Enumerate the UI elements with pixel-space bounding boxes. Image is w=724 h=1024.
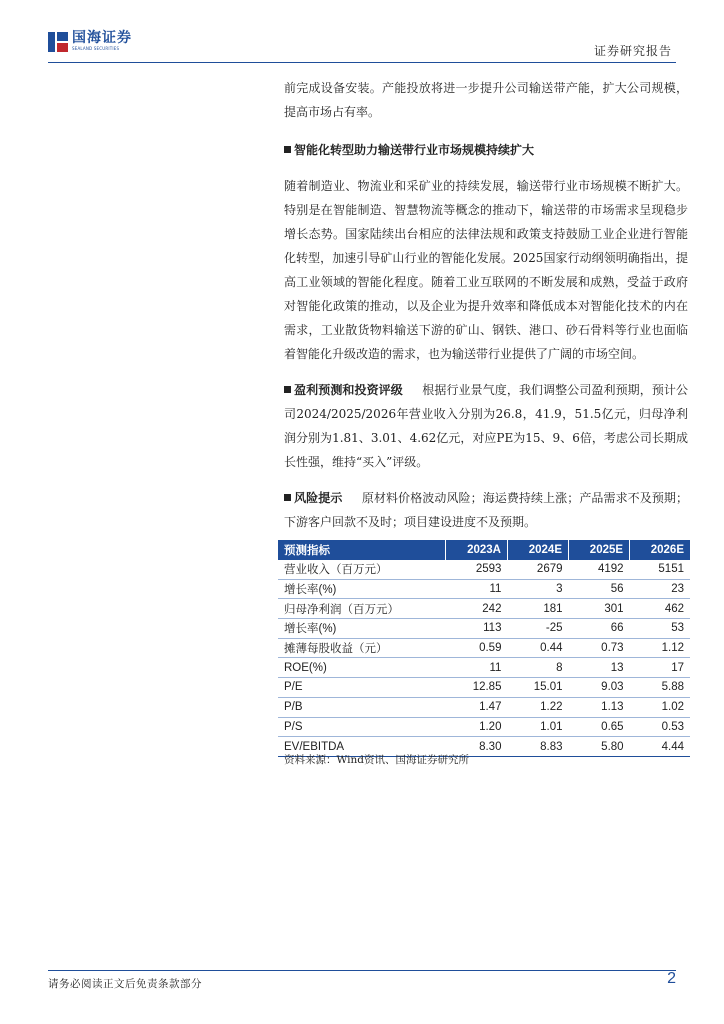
- table-cell: 181: [507, 599, 568, 619]
- main-content: [284, 76, 688, 534]
- table-cell: 3: [507, 579, 568, 599]
- paragraph-capacity: 前完成设备安装。产能投放将进一步提升公司输送带产能，扩大公司规模，提高市场占有率。: [284, 81, 688, 119]
- table-cell: 8.83: [507, 737, 568, 757]
- table-cell: 1.47: [446, 697, 508, 717]
- table-header-cell: 2026E: [630, 540, 690, 560]
- table-cell: 1.13: [569, 697, 630, 717]
- table-cell: P/B: [278, 697, 446, 717]
- footer-divider: [48, 970, 676, 971]
- table-cell: 23: [630, 579, 690, 599]
- table-cell: P/E: [278, 678, 446, 698]
- table-header-cell: 2024E: [507, 540, 568, 560]
- table-cell: 5151: [630, 560, 690, 579]
- header-divider: [48, 62, 676, 63]
- table-cell: 462: [630, 599, 690, 619]
- logo-name-en: SEALAND SECURITIES: [72, 46, 120, 51]
- table-cell: 113: [446, 619, 508, 639]
- bullet-square-icon: [284, 386, 291, 393]
- table-cell: 归母净利润（百万元）: [278, 599, 446, 619]
- table-cell: 1.22: [507, 697, 568, 717]
- paragraph-forecast: [284, 378, 688, 474]
- table-cell: 15.01: [507, 678, 568, 698]
- table-cell: 4.44: [630, 737, 690, 757]
- forecast-table: [278, 540, 690, 757]
- table-cell: 5.80: [569, 737, 630, 757]
- page-header: [48, 30, 676, 62]
- table-header-cell: 2025E: [569, 540, 630, 560]
- page-number: 2: [667, 970, 676, 987]
- table-row: [278, 697, 690, 717]
- table-cell: 8.30: [446, 737, 508, 757]
- table-row: [278, 638, 690, 658]
- company-logo: [48, 30, 132, 52]
- section-heading-forecast: 盈利预测和投资评级: [294, 383, 403, 397]
- logo-mark-icon: [48, 32, 68, 52]
- table-cell: 2679: [507, 560, 568, 579]
- table-cell: 0.65: [569, 717, 630, 737]
- table-cell: 摊薄每股收益（元）: [278, 638, 446, 658]
- table-cell: 66: [569, 619, 630, 639]
- section-heading-intelligence: 智能化转型助力输送带行业市场规模持续扩大: [284, 138, 688, 162]
- table-header-row: [278, 540, 690, 560]
- paragraph-market: 随着制造业、物流业和采矿业的持续发展，输送带行业市场规模不断扩大。特别是在智能制造、智慧物流等概念的推动下，输送带的市场需求呈现稳步增长态势。国家陆续出台相应的法律法规和政策支持鼓励工业企业进行智能化转型，加速引导矿山行业的智能化发展。2025国家行动纲领明确指出，提高工业领域的智能化程度。随着工业互联网的不断发展和成熟，受益于政府对智能化政策的推动，以及企业为提升效率和降低成本对智能化技术的内在需求，工业散货物料输送下游的矿山、钢铁、港口、砂石骨料等行业也面临着智能化升级改造的需求，也为输送带行业提供了广阔的市场空间。: [284, 179, 688, 361]
- table-row: [278, 599, 690, 619]
- risk-text: 原材料价格波动风险；海运费持续上涨；产品需求不及预期；下游客户回款不及时；项目建设进度不及预期。: [284, 491, 688, 529]
- table-cell: 0.59: [446, 638, 508, 658]
- paragraph-risk: [284, 486, 688, 534]
- table-cell: 53: [630, 619, 690, 639]
- table-source-note: 资料来源：Wind资讯、国海证券研究所: [284, 754, 469, 766]
- table-cell: ROE(%): [278, 658, 446, 678]
- footer-disclaimer: 请务必阅读正文后免责条款部分: [48, 978, 202, 990]
- table-cell: 1.12: [630, 638, 690, 658]
- table-cell: 2593: [446, 560, 508, 579]
- table-row: [278, 717, 690, 737]
- section-heading-risk: 风险提示: [294, 491, 343, 505]
- logo-name-cn: 国海证券: [72, 30, 132, 46]
- table-cell: 11: [446, 579, 508, 599]
- table-cell: 0.73: [569, 638, 630, 658]
- table-cell: 56: [569, 579, 630, 599]
- table-header-cell: 2023A: [446, 540, 508, 560]
- table-cell: EV/EBITDA: [278, 737, 446, 757]
- table-cell: 1.20: [446, 717, 508, 737]
- table-cell: 8: [507, 658, 568, 678]
- table-cell: 9.03: [569, 678, 630, 698]
- table-cell: 1.02: [630, 697, 690, 717]
- table-cell: 17: [630, 658, 690, 678]
- table-row: [278, 678, 690, 698]
- table-cell: 301: [569, 599, 630, 619]
- table-cell: 营业收入（百万元）: [278, 560, 446, 579]
- bullet-square-icon: [284, 146, 291, 153]
- table-cell: 12.85: [446, 678, 508, 698]
- table-cell: 5.88: [630, 678, 690, 698]
- table-cell: 13: [569, 658, 630, 678]
- bullet-square-icon: [284, 494, 291, 501]
- table-row: [278, 658, 690, 678]
- table-header-cell: 预测指标: [278, 540, 446, 560]
- forecast-text: 根据行业景气度，我们调整公司盈利预期，预计公司2024/2025/2026年营业收入分别为26.8，41.9，51.5亿元，归母净利润分别为1.81、3.01、4.62亿元，对应PE为15、9、6倍，考虑公司长期成长性强，维持“买入”评级。: [284, 383, 688, 469]
- table-cell: 增长率(%): [278, 619, 446, 639]
- table-cell: P/S: [278, 717, 446, 737]
- table-cell: 11: [446, 658, 508, 678]
- table-row: [278, 619, 690, 639]
- table-cell: 4192: [569, 560, 630, 579]
- table-cell: -25: [507, 619, 568, 639]
- table-cell: 0.53: [630, 717, 690, 737]
- table-cell: 增长率(%): [278, 579, 446, 599]
- table-cell: 1.01: [507, 717, 568, 737]
- table-cell: 0.44: [507, 638, 568, 658]
- report-type-label: 证券研究报告: [593, 44, 672, 58]
- table-row: [278, 560, 690, 579]
- table-cell: 242: [446, 599, 508, 619]
- table-row: [278, 579, 690, 599]
